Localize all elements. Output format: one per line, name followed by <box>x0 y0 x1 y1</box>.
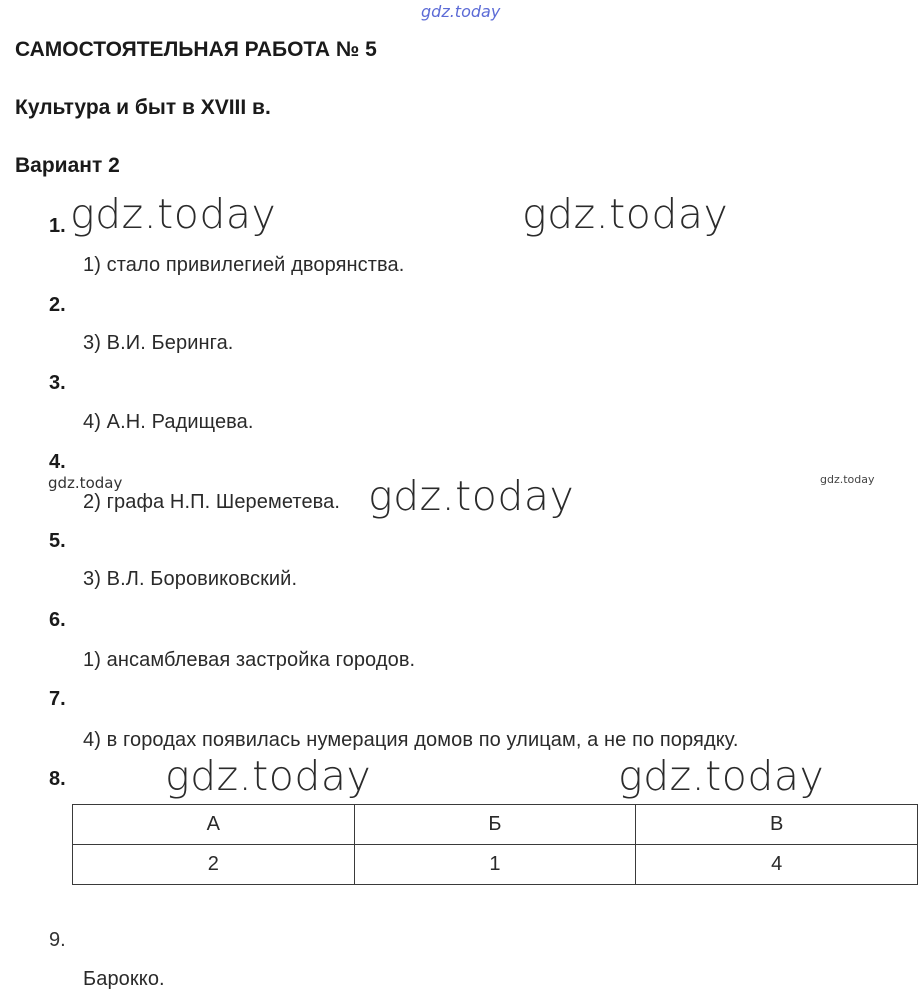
watermark: gdz.today <box>522 190 729 238</box>
answer-4: 2) графа Н.П. Шереметева. <box>83 491 341 513</box>
question-number-2: 2. <box>49 294 66 316</box>
question-number-5: 5. <box>49 530 66 552</box>
watermark-top: gdz.today <box>421 2 501 21</box>
watermark: gdz.today <box>70 190 277 238</box>
table-header-cell: В <box>636 805 918 845</box>
watermark: gdz.today <box>820 473 875 486</box>
answer-6: 1) ансамблевая застройка городов. <box>83 649 416 671</box>
answer-9: Барокко. <box>83 968 165 990</box>
question-number-4: 4. <box>49 451 66 473</box>
question-number-8: 8. <box>49 768 66 790</box>
page-title: САМОСТОЯТЕЛЬНАЯ РАБОТА № 5 <box>15 38 377 61</box>
watermark: gdz.today <box>48 474 123 492</box>
table-header-row <box>73 805 918 845</box>
watermark: gdz.today <box>368 472 575 520</box>
answer-5: 3) В.Л. Боровиковский. <box>83 568 298 590</box>
answer-2: 3) В.И. Беринга. <box>83 332 234 354</box>
question-number-7: 7. <box>49 688 66 710</box>
watermark: gdz.today <box>165 752 372 800</box>
answer-table <box>72 804 918 885</box>
answer-7: 4) в городах появилась нумерация домов по улицам, а не по порядку. <box>83 729 739 751</box>
table-cell: 4 <box>636 845 918 885</box>
table-cell: 1 <box>354 845 636 885</box>
question-number-1: 1. <box>49 215 66 237</box>
answer-1: 1) стало привилегией дворянства. <box>83 254 405 276</box>
table-row <box>73 845 918 885</box>
question-number-6: 6. <box>49 609 66 631</box>
watermark: gdz.today <box>618 752 825 800</box>
question-number-3: 3. <box>49 372 66 394</box>
table-header-cell: А <box>73 805 355 845</box>
table-cell: 2 <box>73 845 355 885</box>
table-header-cell: Б <box>354 805 636 845</box>
variant-heading: Вариант 2 <box>15 154 120 177</box>
question-number-9: 9. <box>49 929 66 951</box>
answer-3: 4) А.Н. Радищева. <box>83 411 254 433</box>
topic-heading: Культура и быт в XVIII в. <box>15 96 271 119</box>
